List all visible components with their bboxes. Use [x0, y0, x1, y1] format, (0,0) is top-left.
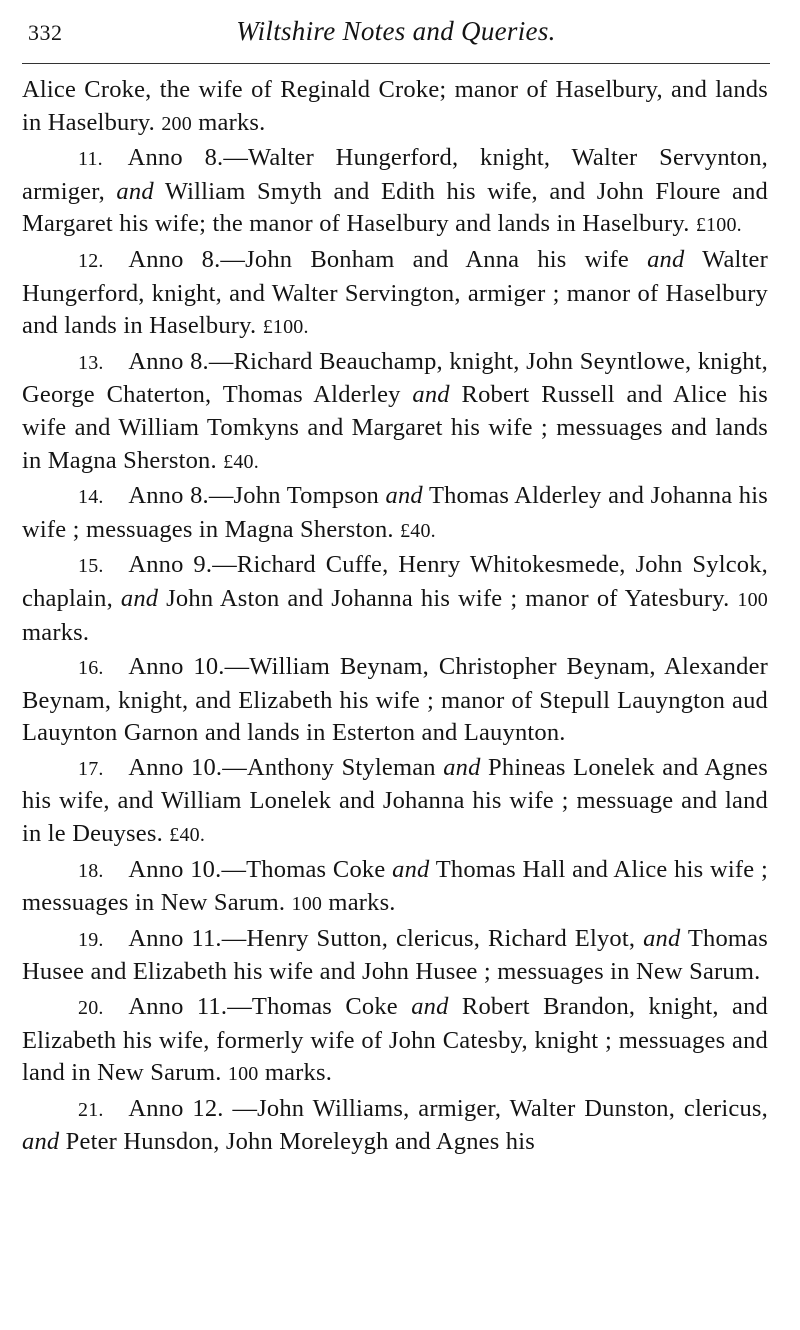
entry-paragraph — [22, 549, 768, 649]
italic-and: and — [643, 924, 681, 952]
page-number: 332 — [28, 20, 63, 45]
entry-paragraph — [22, 346, 768, 478]
entry-paragraph — [22, 991, 768, 1091]
italic-and: and — [120, 584, 159, 612]
entry-text: Thomas Husee and Elizabeth his wife and John Husee ; messuages in New Sarum. — [22, 924, 768, 986]
entry-amount: 100 — [227, 1063, 259, 1086]
italic-and: and — [116, 177, 154, 205]
entry-number: 20. — [78, 997, 104, 1020]
entry-paragraph — [22, 1093, 768, 1159]
entry-text: Anno 8.—Richard Beauchamp, knight, John Seyntlowe, knight, George Chaterton, Thomas Alderley — [22, 347, 768, 409]
italic-and: and — [411, 993, 449, 1021]
entry-text: Anno 10.—Thomas Coke — [128, 855, 393, 883]
entry-text: Alice Croke, the wife of Reginald Croke; manor of Haselbury, and lands in Haselbury. — [22, 76, 768, 136]
entry-text: John Aston and Johanna his wife ; manor of Yatesbury. — [158, 584, 738, 612]
entry-text: Anno 9.—Richard Cuffe, Henry Whitokesmede, John Sylcok, chaplain, — [22, 551, 768, 612]
entry-text: Peter Hunsdon, John Moreleygh and Agnes his — [59, 1128, 535, 1156]
entry-number: 17. — [78, 757, 104, 780]
entry-text: Anno 10.—Anthony Styleman — [128, 753, 444, 781]
entry-text: Phineas Lonelek and Agnes his wife, and William Lonelek and Johanna his wife ; messuage and land in le Deuyses. — [22, 753, 768, 848]
italic-and: and — [22, 1128, 60, 1156]
running-title: Wiltshire Notes and Queries. — [236, 16, 556, 46]
entry-paragraph — [22, 923, 768, 989]
entry-text: marks. — [191, 108, 266, 136]
entry-number: 19. — [78, 928, 104, 951]
entry-text: marks. — [258, 1059, 333, 1087]
entry-amount: £100. — [695, 214, 742, 237]
entry-text: Walter Hungerford, knight, and Walter Servington, armiger ; manor of Haselbury and lands in Haselbury. — [22, 245, 768, 340]
entry-paragraph — [22, 480, 768, 547]
entry-paragraph — [22, 752, 768, 852]
italic-and: and — [412, 381, 450, 409]
entry-text: Anno 11.—Henry Sutton, clericus, Richard Elyot, — [128, 924, 644, 952]
entry-text: Anno 8.—John Tompson — [128, 482, 386, 510]
entry-amount: £40. — [169, 824, 206, 847]
italic-and: and — [392, 855, 430, 883]
entry-text: William Smyth and Edith his wife, and John Floure and Margaret his wife; the manor of Haselbury and lands in Haselbury. — [22, 177, 769, 238]
entry-amount: £40. — [400, 519, 436, 542]
entry-paragraph — [22, 651, 768, 750]
header-rule — [22, 63, 770, 64]
entry-text: Thomas Hall and Alice his wife ; messuages in New Sarum. — [22, 855, 769, 917]
entry-number: 18. — [78, 859, 104, 882]
entry-text: Robert Brandon, knight, and Elizabeth his wife, formerly wife of John Catesby, knight ; messuages and land in New Sarum. — [22, 993, 768, 1087]
entry-text: marks. — [22, 618, 90, 646]
entry-text: marks. — [322, 889, 396, 917]
entry-amount: £40. — [223, 450, 259, 473]
entry-text: Robert Russell and Alice his wife and William Tomkyns and Margaret his wife ; messuages and lands in Magna Sherston. — [22, 381, 768, 474]
entry-text: Anno 8.—Walter Hungerford, knight, Walter Servynton, armiger, — [22, 144, 768, 205]
italic-and: and — [385, 482, 423, 510]
entry-number: 16. — [78, 657, 104, 680]
italic-and: and — [647, 245, 685, 273]
entry-amount: 200 — [161, 112, 192, 135]
entry-text: Thomas Alderley and Johanna his wife ; messuages in Magna Sherston. — [22, 482, 768, 543]
entry-paragraph — [22, 74, 768, 140]
entry-amount: 100 — [291, 893, 323, 916]
entry-number: 12. — [78, 249, 104, 272]
entry-amount: £100. — [262, 316, 309, 339]
entry-number: 21. — [78, 1098, 104, 1121]
entries-list — [22, 74, 768, 1161]
entry-amount: 100 — [737, 588, 768, 611]
italic-and: and — [443, 753, 481, 781]
entry-text: Anno 10.—William Beynam, Christopher Beynam, Alexander Beynam, knight, and Elizabeth his wife ; manor of Stepull Lauyngton aud Lauynton Garnon and lands in Esterton and Lauynton. — [22, 653, 768, 747]
entry-paragraph — [22, 244, 768, 344]
entry-paragraph — [22, 142, 768, 242]
entry-text: Anno 8.—John Bonham and Anna his wife — [128, 245, 648, 273]
entry-number: 14. — [78, 486, 104, 509]
entry-text: Anno 12. —John Williams, armiger, Walter Dunston, clericus, — [128, 1094, 768, 1122]
entry-number: 15. — [78, 555, 104, 578]
entry-number: 13. — [78, 351, 104, 374]
page-header — [22, 14, 770, 54]
entry-text: Anno 11.—Thomas Coke — [128, 993, 412, 1021]
entry-paragraph — [22, 854, 768, 921]
entry-number: 11. — [78, 148, 103, 171]
